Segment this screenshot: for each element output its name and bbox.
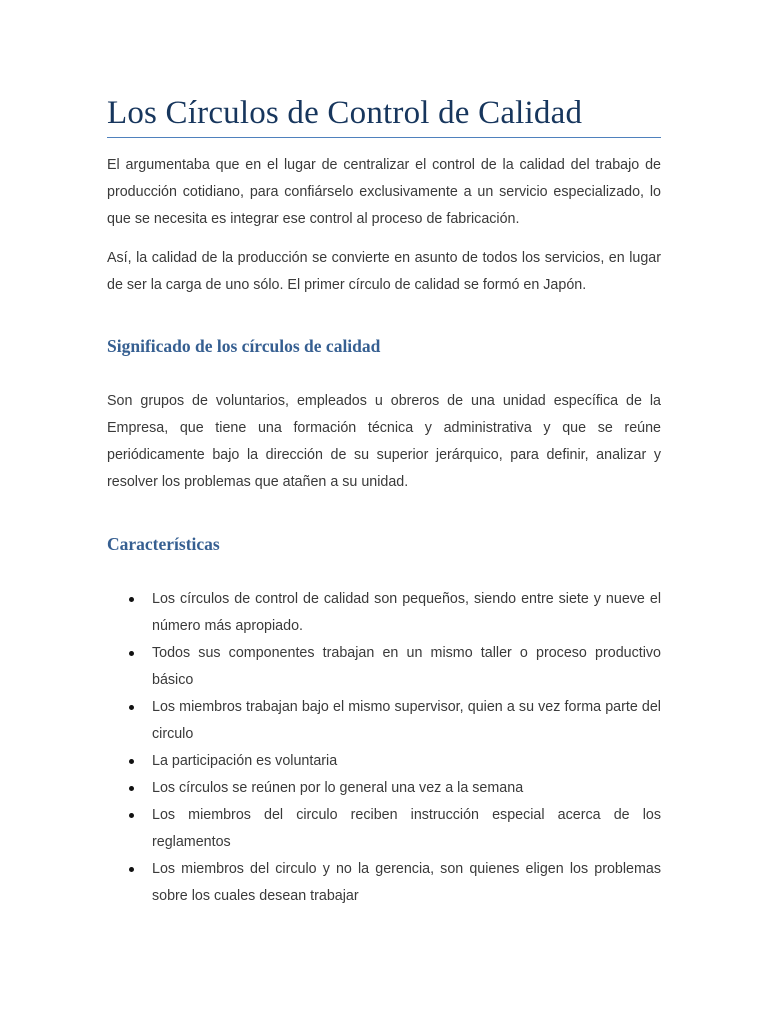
list-item xyxy=(107,586,661,640)
list-item xyxy=(107,775,661,802)
bullet-icon xyxy=(129,759,134,764)
bullet-icon xyxy=(129,651,134,656)
list-item-text: Los miembros del circulo y no la gerencia, son quienes eligen los problemas sobre los cuales desean trabajar xyxy=(152,861,661,904)
list-item-text: Los círculos de control de calidad son pequeños, siendo entre siete y nueve el número más apropiado. xyxy=(152,591,661,634)
list-item-text: Los círculos se reúnen por lo general una vez a la semana xyxy=(152,780,524,796)
page-title: Los Círculos de Control de Calidad xyxy=(107,0,661,138)
document-page xyxy=(107,0,661,910)
list-item-text: La participación es voluntaria xyxy=(152,753,338,769)
caracteristicas-list xyxy=(107,586,661,910)
bullet-icon xyxy=(129,597,134,602)
bullet-icon xyxy=(129,705,134,710)
section-heading-significado: Significado de los círculos de calidad xyxy=(107,336,381,356)
list-item xyxy=(107,748,661,775)
intro-paragraph-1: El argumentaba que en el lugar de centralizar el control de la calidad del trabajo de producción cotidiano, para confiárselo exclusivamente a un servicio especializado, lo que se necesita es integrar ese control al proceso de fabricación. xyxy=(107,157,661,227)
list-item xyxy=(107,640,661,694)
significado-paragraph: Son grupos de voluntarios, empleados u obreros de una unidad específica de la Empresa, que tiene una formación técnica y administrativa y que se reúne periódicamente bajo la dirección de su superior jerárquico, para definir, analizar y resolver los problemas que atañen a su unidad. xyxy=(107,393,661,490)
list-item-text: Los miembros trabajan bajo el mismo supervisor, quien a su vez forma parte del circulo xyxy=(152,699,661,742)
bullet-icon xyxy=(129,786,134,791)
intro-paragraph-2: Así, la calidad de la producción se convierte en asunto de todos los servicios, en lugar de ser la carga de uno sólo. El primer círculo de calidad se formó en Japón. xyxy=(107,250,661,293)
list-item xyxy=(107,694,661,748)
bullet-icon xyxy=(129,813,134,818)
section-heading-caracteristicas: Características xyxy=(107,534,220,554)
list-item-text: Todos sus componentes trabajan en un mismo taller o proceso productivo básico xyxy=(152,645,661,688)
list-item xyxy=(107,802,661,856)
bullet-icon xyxy=(129,867,134,872)
list-item xyxy=(107,856,661,910)
list-item-text: Los miembros del circulo reciben instrucción especial acerca de los reglamentos xyxy=(152,807,661,850)
